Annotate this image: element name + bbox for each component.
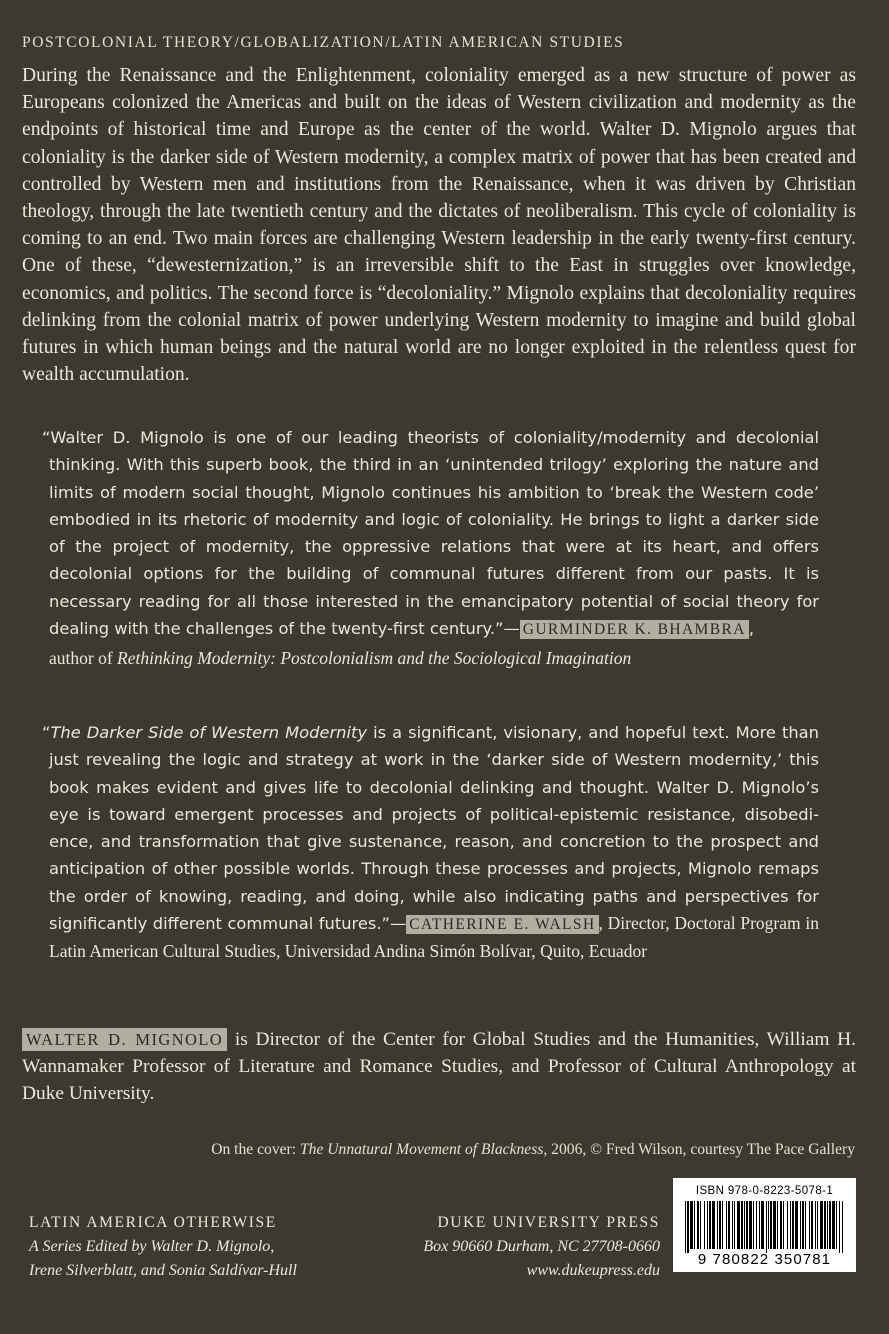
endorser-name: CATHERINE E. WALSH xyxy=(406,915,598,934)
barcode-bars xyxy=(683,1201,846,1253)
barcode-bar xyxy=(805,1201,806,1249)
barcode-bar xyxy=(685,1201,686,1253)
barcode-bar xyxy=(777,1201,778,1249)
publisher-name: DUKE UNIVERSITY PRESS xyxy=(437,1214,660,1231)
barcode-bar xyxy=(827,1201,828,1249)
barcode-bar xyxy=(820,1201,823,1249)
quote-book-title: The Darker Side of Western Modernity xyxy=(50,723,368,742)
author-bio-text: is Director of the Center for Global Studies and the Humanities, William H. Wannamaker Professor of Literature and Romance Studies, and Professor of Cultural Anthropology at Duke University. xyxy=(22,1029,857,1104)
credit-prefix: author of xyxy=(49,648,118,669)
barcode-bar xyxy=(759,1201,760,1249)
endorsement-quote-walsh xyxy=(42,719,819,966)
barcode-bar xyxy=(802,1201,804,1249)
barcode-bar xyxy=(726,1201,727,1249)
barcode-bar xyxy=(761,1201,764,1249)
author-name: WALTER D. MIGNOLO xyxy=(22,1028,227,1051)
barcode-bar xyxy=(700,1201,701,1249)
book-description: During the Renaissance and the Enlightenment, coloniality emerged as a new structure of power as Europeans colonized the Americas and built on the ideas of Western civilization and modernity as the endpoints of historical time and Europe as the center of the world. Walter D. Mignolo argues that coloniality is the darker side of Western modernity, a complex matrix of power that has been created and controlled by Western men and institutions from the Renaissance, when it was driven by Christian theology, through the late twentieth century and the dictates of neoliberalism. This cycle of coloniality is coming to an end. Two main forces are challenging Western leadership in the early twenty-first century. One of these, “dewesternization,” is an irreversible shift to the East in struggles over knowledge, economics, and politics. The second force is “decoloniality.” Mignolo explains that decoloniality requires delinking from the colonial matrix of power underlying Western modernity to imagine and build global futures in which human beings and the natural world are no longer exploited in the relentless quest for wealth accumulation. xyxy=(22,65,856,386)
barcode-bar xyxy=(795,1201,798,1249)
series-editors-line1: A Series Edited by Walter D. Mignolo, xyxy=(29,1238,275,1255)
barcode-bar xyxy=(687,1201,689,1253)
barcode-bar xyxy=(783,1201,784,1249)
barcode-bar xyxy=(780,1201,782,1249)
barcode-bar xyxy=(697,1201,699,1249)
barcode-bar xyxy=(753,1201,754,1249)
barcode-bar xyxy=(811,1201,813,1249)
quote-text: is a significant, visionary, and hopeful text. More than just revealing the logic and strategy at work in the ‘darker side of Western modernity,’ this book makes evident and gives life to decolonial delinking and thought. Walter D. Mignolo’s eye is toward emergent processes and projects of political-epistemic resistance, disobedience, and transformation that give sustenance, reason, and concretion to the prospect and anticipation of other possible worlds. Through these processes and projects, Mignolo remaps the order of knowing, reading, and doing, while also indicating paths and perspectives for significantly different communal futures.”— xyxy=(49,723,819,934)
barcode-bar xyxy=(719,1201,721,1249)
barcode-bar xyxy=(717,1201,718,1249)
barcode-bar xyxy=(704,1201,705,1249)
barcode-bar xyxy=(734,1201,735,1249)
barcode-bar xyxy=(824,1201,826,1249)
barcode-bar xyxy=(809,1201,810,1249)
barcode-bar xyxy=(690,1201,693,1249)
barcode-bar xyxy=(746,1201,748,1249)
credit-book-title: Rethinking Modernity: Postcolonialism and the Sociological Imagination xyxy=(117,648,632,669)
barcode-bar xyxy=(766,1201,767,1253)
barcode-bar xyxy=(770,1201,772,1249)
barcode-bar xyxy=(792,1201,794,1249)
barcode-bar xyxy=(836,1201,837,1249)
barcode-bar xyxy=(741,1201,743,1249)
barcode-bar xyxy=(815,1201,816,1249)
barcode-bar xyxy=(756,1201,757,1249)
barcode-bar xyxy=(773,1201,776,1249)
series-category: POSTCOLONIAL THEORY/GLOBALIZATION/LATIN AMERICAN STUDIES xyxy=(22,34,625,51)
series-editors-line2: Irene Silverblatt, and Sonia Saldívar-Hull xyxy=(29,1262,297,1279)
barcode-bar xyxy=(712,1201,715,1249)
barcode-bar xyxy=(707,1201,708,1249)
barcode-bar xyxy=(728,1201,730,1249)
author-bio xyxy=(22,1026,856,1107)
quote-open-mark: “ xyxy=(42,723,51,742)
barcode-bar xyxy=(722,1201,723,1249)
barcode-bar xyxy=(829,1201,831,1249)
endorser-name: GURMINDER K. BHAMBRA xyxy=(520,620,749,639)
barcode-bar xyxy=(842,1201,843,1253)
series-title: LATIN AMERICA OTHERWISE xyxy=(29,1214,277,1231)
publisher-website: www.dukeupress.edu xyxy=(526,1262,660,1279)
barcode-bar xyxy=(694,1201,695,1249)
barcode-bar xyxy=(832,1201,835,1249)
barcode-bar xyxy=(839,1201,840,1253)
cover-credit xyxy=(211,1141,855,1159)
barcode-digits: 9 780822 350781 xyxy=(697,1251,832,1268)
barcode-bar xyxy=(709,1201,711,1249)
cover-credit-prefix: On the cover: xyxy=(211,1141,300,1158)
publisher-info xyxy=(388,1211,660,1283)
barcode-bar xyxy=(800,1201,801,1249)
barcode-bar xyxy=(732,1201,733,1249)
barcode-bar xyxy=(749,1201,752,1249)
cover-artwork-title: The Unnatural Movement of Blackness xyxy=(299,1141,544,1158)
series-info xyxy=(29,1211,389,1283)
barcode-bar xyxy=(768,1201,769,1249)
endorser-credit xyxy=(49,645,819,672)
cover-credit-suffix: , 2006, © Fred Wilson, courtesy The Pace Gallery xyxy=(543,1141,855,1158)
publisher-address: Box 90660 Durham, NC 27708-0660 xyxy=(423,1238,660,1255)
barcode-bar xyxy=(790,1201,791,1249)
barcode-bar xyxy=(817,1201,818,1249)
isbn-barcode xyxy=(673,1178,856,1272)
barcode-bar xyxy=(737,1201,740,1249)
isbn-label: ISBN 978-0-8223-5078-1 xyxy=(695,1185,834,1197)
barcode-bar xyxy=(787,1201,788,1249)
barcode-bar xyxy=(744,1201,745,1249)
endorser-credit: , Director, Doctoral Program in Latin American Cultural Studies, Universidad Andina Simón Bolívar, Quito, Ecuador xyxy=(49,913,819,962)
endorsement-quote-bhambra xyxy=(42,424,819,673)
quote-punct: , xyxy=(748,619,754,639)
quote-text: “Walter D. Mignolo is one of our leading theorists of coloniality/modernity and decolonial thinking. With this superb book, the third in an ‘unintended trilogy’ exploring the nature and limits of modern social thought, Mignolo continues his ambition to ‘break the Western code’ embodied in its rhetoric of modernity and logic of coloniality. He brings to light a darker side of the project of modernity, the oppressive relations that were at its heart, and offers decolonial options for the building of communal futures different from our pasts. It is necessary reading for all those interested in the emancipatory potential of social theory for dealing with the challenges of the twenty-first century.”— xyxy=(42,428,819,639)
